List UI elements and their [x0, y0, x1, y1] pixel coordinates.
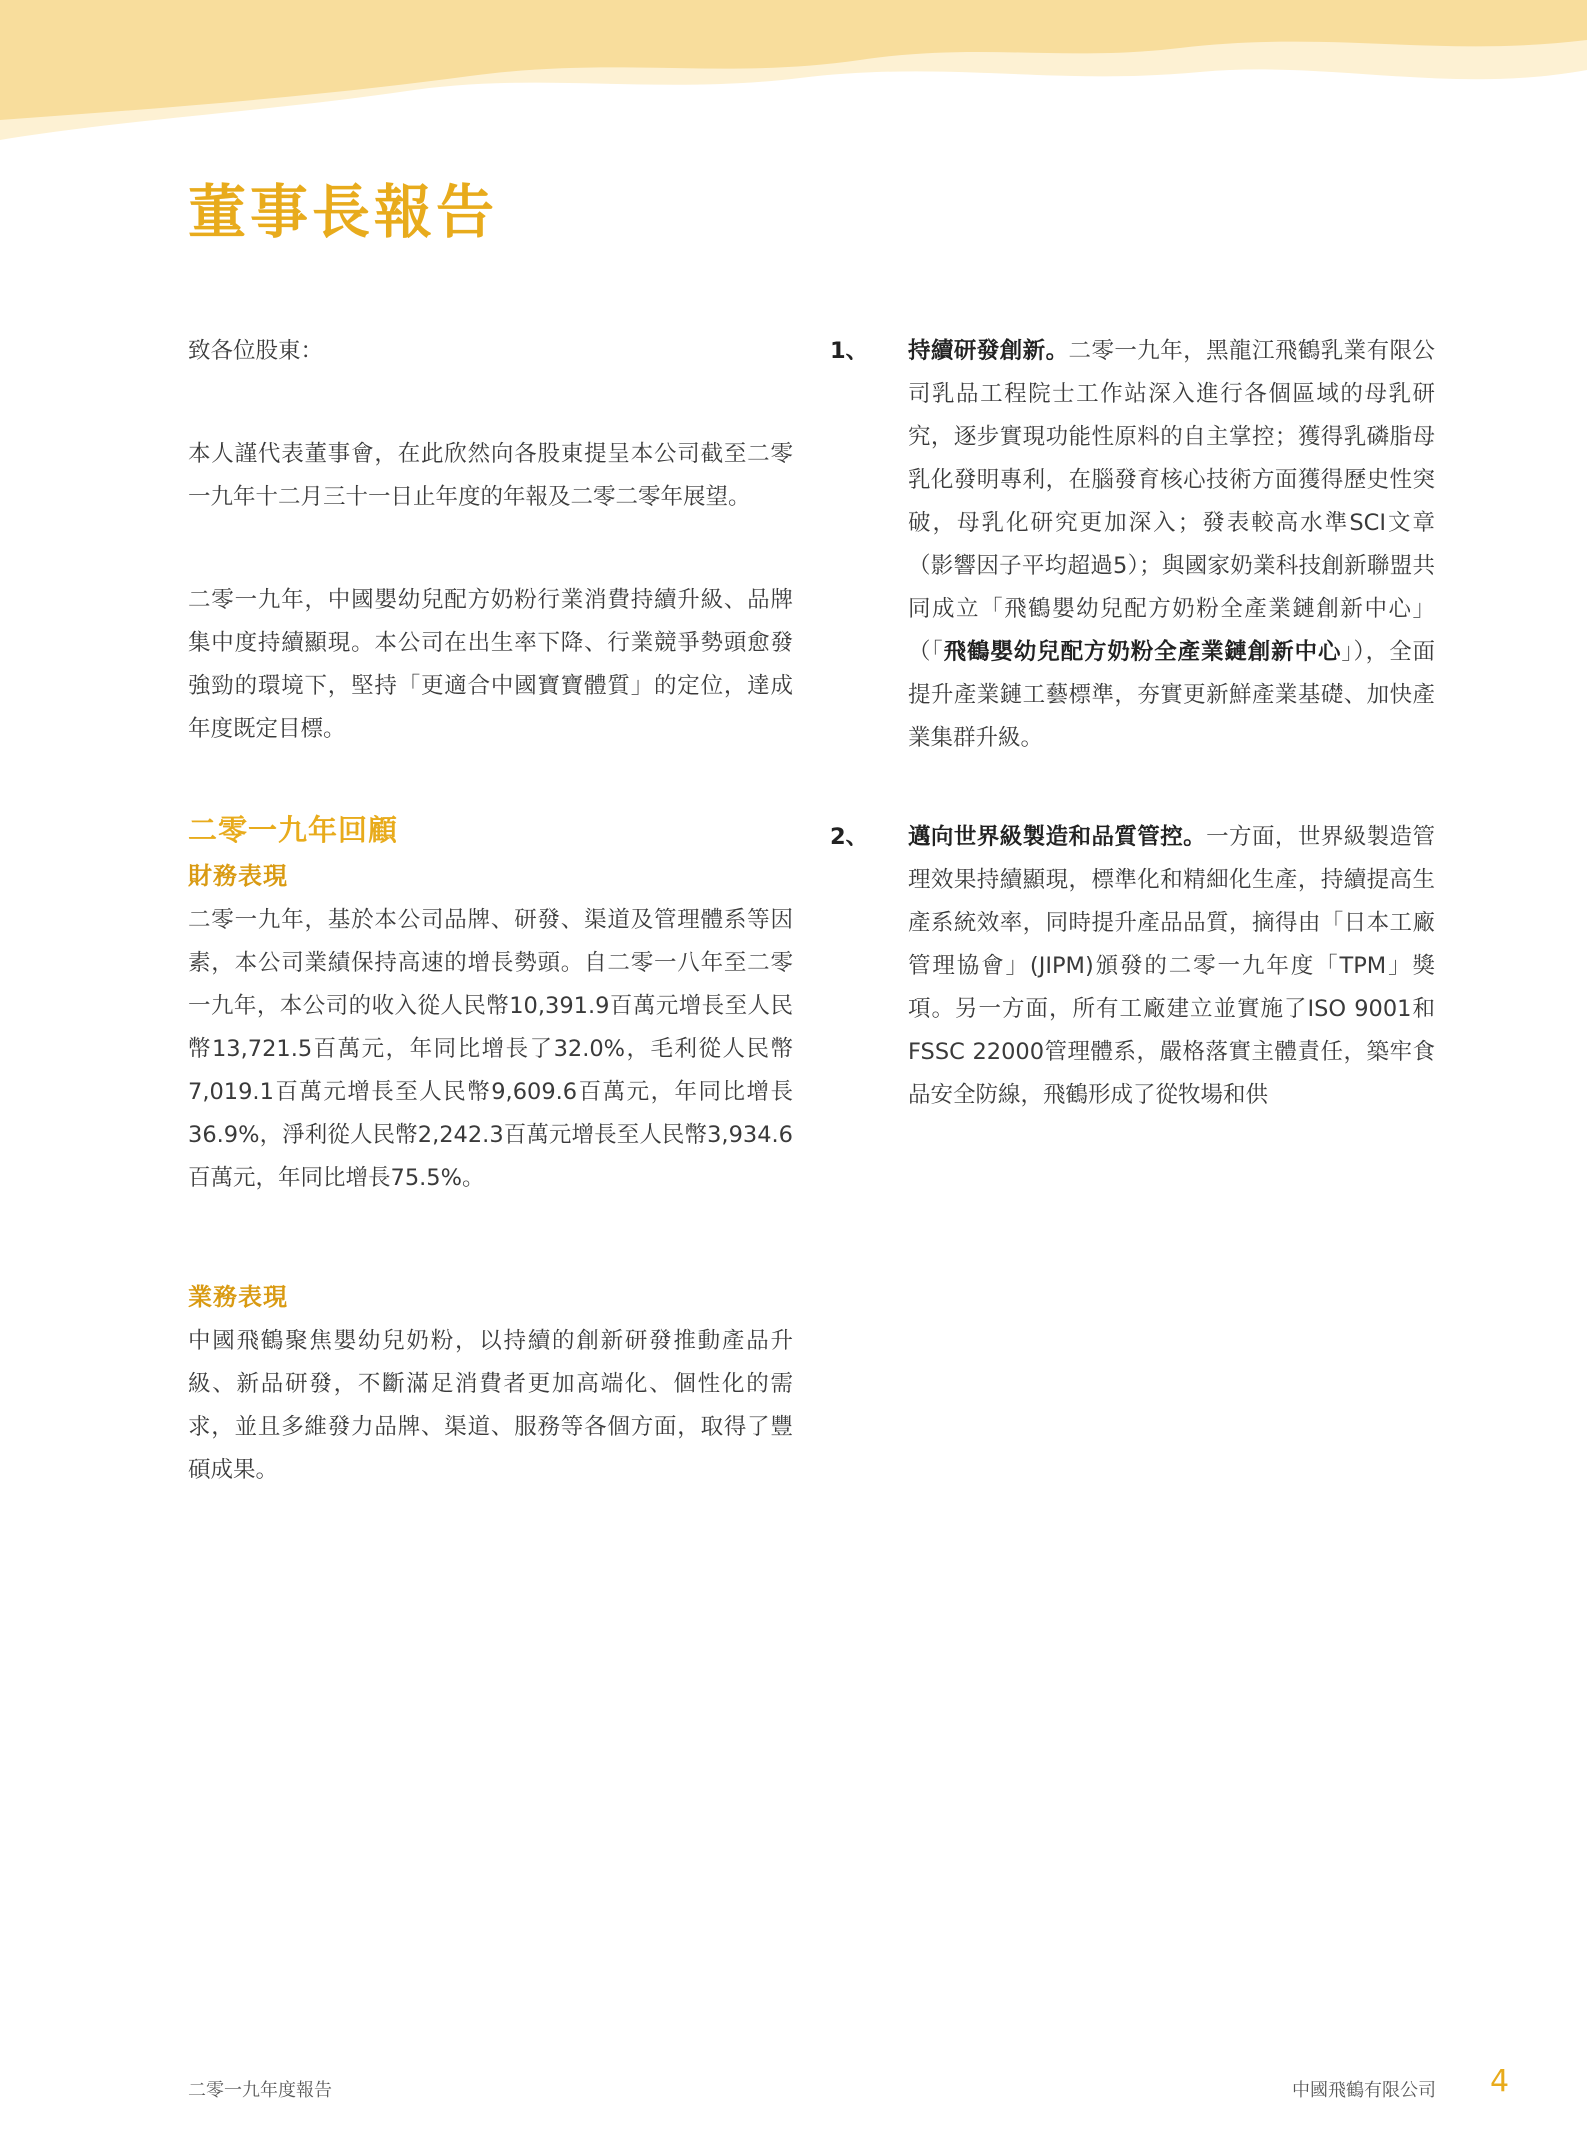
header-wave-decoration	[0, 0, 1587, 160]
right-column	[830, 330, 1435, 1117]
intro-paragraph: 本人謹代表董事會，在此欣然向各股東提呈本公司截至二零一九年十二月三十一日止年度的年報及二零二零年展望。	[188, 441, 793, 510]
list-item	[830, 330, 1435, 760]
item-bold-term: 飛鶴嬰幼兒配方奶粉全產業鏈創新中心	[943, 639, 1342, 665]
financial-paragraph: 二零一九年，基於本公司品牌、研發、渠道及管理體系等因素，本公司業績保持高速的增長勢頭。自二零一八年至二零一九年，本公司的收入從人民幣10,391.9百萬元增長至人民幣13,721.5百萬元，年同比增長了32.0%，毛利從人民幣7,019.1百萬元增長至人民幣9,609.6百萬元，年同比增長36.9%，淨利從人民幣2,242.3百萬元增長至人民幣3,934.6百萬元，年同比增長75.5%。	[188, 907, 793, 1191]
list-item	[830, 816, 1435, 1117]
item-text: 二零一九年，黑龍江飛鶴乳業有限公司乳品工程院士工作站深入進行各個區域的母乳研究，逐步實現功能性原料的自主掌控；獲得乳磷脂母乳化發明專利，在腦發育核心技術方面獲得歷史性突破，母乳化研究更加深入；發表較高水準SCI文章（影響因子平均超過5）；與國家奶業科技創新聯盟共同成立「飛鶴嬰幼兒配方奶粉全產業鏈創新中心」（「	[908, 338, 1435, 665]
item-number: 1、	[830, 338, 869, 364]
item-number: 2、	[830, 824, 869, 850]
footer-report-name: 二零一九年度報告	[188, 2080, 332, 2101]
financial-subtitle: 財務表現	[188, 862, 288, 890]
left-column	[188, 330, 793, 1492]
business-subtitle: 業務表現	[188, 1283, 288, 1311]
footer-company-name: 中國飛鶴有限公司	[1292, 2080, 1436, 2101]
business-paragraph: 中國飛鶴聚焦嬰幼兒奶粉，以持續的創新研發推動產品升級、新品研發，不斷滿足消費者更加高端化、個性化的需求，並且多維發力品牌、渠道、服務等各個方面，取得了豐碩成果。	[188, 1328, 793, 1483]
page-title: 董事長報告	[188, 178, 499, 246]
item-heading: 持續研發創新。	[908, 338, 1069, 364]
overview-paragraph: 二零一九年，中國嬰幼兒配方奶粉行業消費持續升級、品牌集中度持續顯現。本公司在出生率下降、行業競爭勢頭愈發強勁的環境下，堅持「更適合中國寶寶體質」的定位，達成年度既定目標。	[188, 587, 793, 742]
item-heading: 邁向世界級製造和品質管控。	[908, 824, 1207, 850]
salutation: 致各位股東：	[188, 338, 324, 364]
item-body	[908, 330, 1435, 760]
item-body	[908, 816, 1435, 1117]
item-text: 一方面，世界級製造管理效果持續顯現，標準化和精細化生產，持續提高生產系統效率，同時提升產品品質，摘得由「日本工廠管理協會」(JIPM)頒發的二零一九年度「TPM」獎項。另一方面，所有工廠建立並實施了ISO 9001和FSSC 22000管理體系，嚴格落實主體責任，築牢食品安全防線，飛鶴形成了從牧場和供	[908, 824, 1435, 1108]
item-text-end: 」），全面提升產業鏈工藝標準，夯實更新鮮產業基礎、加快產業集群升級。	[908, 639, 1435, 751]
page-number: 4	[1490, 2064, 1510, 2099]
review-section-title: 二零一九年回顧	[188, 813, 399, 847]
